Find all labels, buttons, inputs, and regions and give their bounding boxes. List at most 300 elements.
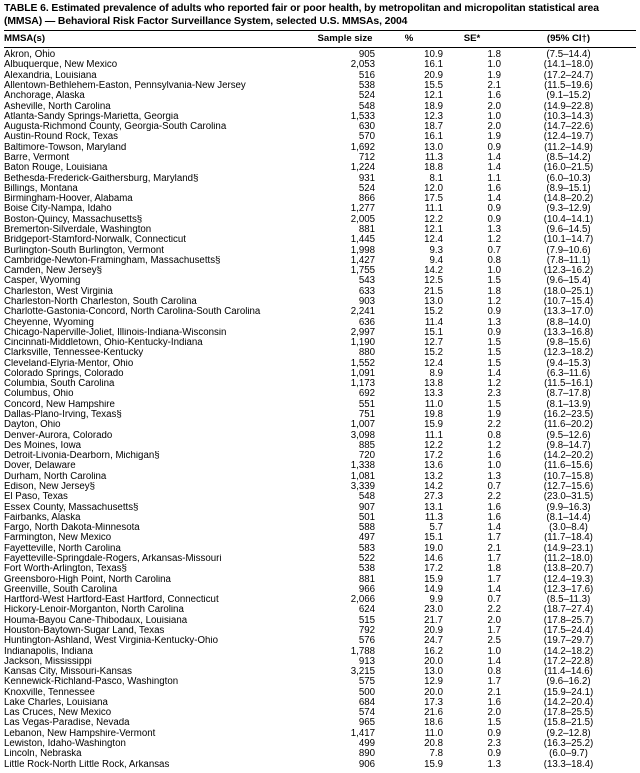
ci-cell: (8.7–17.8)	[546, 389, 591, 400]
col-header-se: SE*	[443, 31, 501, 48]
percent-cell: 21.5	[424, 286, 443, 297]
col-header-sample-size: Sample size	[315, 31, 375, 48]
percent-cell: 17.2	[424, 451, 443, 462]
table-row	[4, 91, 636, 101]
header-row	[4, 31, 636, 48]
percent-cell: 13.2	[424, 471, 443, 482]
se-cell: 0.8	[487, 255, 501, 266]
table-row	[4, 554, 636, 564]
table-row	[4, 246, 636, 256]
table-row	[4, 513, 636, 523]
ci-cell: (13.3–18.4)	[543, 759, 594, 770]
se-cell: 2.2	[487, 605, 501, 616]
mmsa-name-cell: Charleston, West Virginia	[4, 286, 113, 297]
sample-size-cell: 1,417	[350, 728, 375, 739]
table-row	[4, 760, 636, 770]
se-cell: 0.8	[487, 667, 501, 678]
table-row	[4, 718, 636, 728]
sample-size-cell: 931	[358, 173, 375, 184]
table-row	[4, 204, 636, 214]
mmsa-name-cell: Billings, Montana	[4, 183, 78, 194]
ci-cell: (16.0–21.5)	[543, 163, 594, 174]
se-cell: 1.7	[487, 625, 501, 636]
ci-cell: (18.0–25.1)	[543, 286, 594, 297]
sample-size-cell: 881	[358, 224, 375, 235]
mmsa-name-cell: Alexandria, Louisiana	[4, 70, 97, 81]
se-cell: 1.6	[487, 91, 501, 102]
percent-cell: 15.2	[424, 307, 443, 318]
table-row	[4, 647, 636, 657]
mmsa-name-cell: Fayetteville-Springdale-Rogers, Arkansas-Missouri	[4, 553, 222, 564]
se-cell: 1.2	[487, 235, 501, 246]
ci-cell: (8.1–13.9)	[546, 399, 591, 410]
percent-cell: 12.3	[424, 111, 443, 122]
mmsa-name-cell: Las Cruces, New Mexico	[4, 708, 112, 719]
percent-cell: 11.4	[424, 317, 443, 328]
percent-cell: 15.1	[424, 533, 443, 544]
percent-cell: 12.1	[424, 224, 443, 235]
sample-size-cell: 548	[358, 492, 375, 503]
ci-cell: (12.3–18.2)	[543, 348, 594, 359]
se-cell: 0.8	[487, 430, 501, 441]
sample-size-cell: 751	[358, 410, 375, 421]
se-cell: 1.2	[487, 440, 501, 451]
percent-cell: 16.1	[424, 60, 443, 71]
ci-cell: (11.6–15.6)	[544, 461, 593, 472]
table-row	[4, 122, 636, 132]
table-row	[4, 677, 636, 687]
se-cell: 1.4	[487, 523, 501, 534]
mmsa-name-cell: Columbia, South Carolina	[4, 379, 115, 390]
sample-size-cell: 1,533	[350, 111, 375, 122]
ci-cell: (13.3–16.8)	[543, 327, 594, 338]
percent-cell: 19.8	[424, 410, 443, 421]
table-row	[4, 81, 636, 91]
se-cell: 1.4	[487, 584, 501, 595]
sample-size-cell: 880	[358, 348, 375, 359]
table-row	[4, 112, 636, 122]
table-row	[4, 492, 636, 502]
se-cell: 1.1	[487, 173, 501, 184]
ci-cell: (9.1–15.2)	[546, 91, 591, 102]
ci-cell: (11.7–18.4)	[544, 533, 593, 544]
mmsa-name-cell: Albuquerque, New Mexico	[4, 60, 118, 71]
table-row	[4, 389, 636, 399]
sample-size-cell: 500	[358, 687, 375, 698]
ci-cell: (10.3–14.3)	[543, 111, 594, 122]
table-row	[4, 266, 636, 276]
percent-cell: 13.0	[424, 296, 443, 307]
sample-size-cell: 965	[358, 718, 375, 729]
se-cell: 2.0	[487, 101, 501, 112]
ci-cell: (12.3–16.2)	[543, 266, 594, 277]
se-cell: 1.4	[487, 368, 501, 379]
sample-size-cell: 524	[358, 91, 375, 102]
percent-cell: 20.0	[424, 687, 443, 698]
ci-cell: (6.0–10.3)	[546, 173, 591, 184]
table-row	[4, 688, 636, 698]
sample-size-cell: 1,007	[350, 420, 375, 431]
ci-cell: (11.5–16.1)	[544, 379, 593, 390]
se-cell: 1.4	[487, 163, 501, 174]
percent-cell: 13.6	[424, 461, 443, 472]
mmsa-name-cell: Baton Rouge, Louisiana	[4, 163, 108, 174]
percent-cell: 14.6	[424, 553, 443, 564]
table-title: TABLE 6. Estimated prevalence of adults who reported fair or poor health, by metropolitan and micropolitan statistical area (MMSA) — Behavioral Risk Factor Surveillance System, selected U.S. MMSAs, 2004	[4, 3, 599, 27]
table-row	[4, 605, 636, 615]
se-cell: 1.8	[487, 564, 501, 575]
se-cell: 2.3	[487, 739, 501, 750]
mmsa-name-cell: Cambridge-Newton-Framingham, Massachusetts§	[4, 255, 221, 266]
se-cell: 2.0	[487, 615, 501, 626]
ci-cell: (8.8–14.0)	[546, 317, 591, 328]
percent-cell: 14.9	[424, 584, 443, 595]
percent-cell: 17.2	[424, 564, 443, 575]
ci-cell: (13.3–17.0)	[543, 307, 594, 318]
ci-cell: (8.9–15.1)	[546, 183, 591, 194]
percent-cell: 12.5	[424, 276, 443, 287]
se-cell: 1.2	[487, 296, 501, 307]
table-row	[4, 184, 636, 194]
se-cell: 2.2	[487, 420, 501, 431]
se-cell: 1.6	[487, 697, 501, 708]
ci-cell: (10.4–14.1)	[543, 214, 594, 225]
ci-cell: (16.2–23.5)	[543, 410, 594, 421]
table-row	[4, 441, 636, 451]
percent-cell: 15.2	[424, 348, 443, 359]
table-body	[4, 48, 636, 770]
ci-cell: (11.6–20.2)	[544, 420, 593, 431]
table-row	[4, 359, 636, 369]
mmsa-name-cell: Colorado Springs, Colorado	[4, 368, 124, 379]
ci-cell: (9.6–14.5)	[546, 224, 591, 235]
sample-size-cell: 1,277	[350, 204, 375, 215]
se-cell: 1.8	[487, 286, 501, 297]
mmsa-name-cell: Cleveland-Elyria-Mentor, Ohio	[4, 358, 134, 369]
percent-cell: 21.6	[424, 708, 443, 719]
percent-cell: 16.1	[424, 132, 443, 143]
mmsa-name-cell: Durham, North Carolina	[4, 471, 107, 482]
percent-cell: 19.0	[424, 543, 443, 554]
table-row	[4, 482, 636, 492]
sample-size-cell: 966	[358, 584, 375, 595]
ci-cell: (16.3–25.2)	[543, 739, 594, 750]
se-cell: 0.7	[487, 595, 501, 606]
ci-cell: (11.4–14.6)	[544, 667, 593, 678]
percent-cell: 14.2	[424, 266, 443, 277]
sample-size-cell: 524	[358, 183, 375, 194]
table-row	[4, 533, 636, 543]
percent-cell: 27.3	[424, 492, 443, 503]
se-cell: 1.4	[487, 153, 501, 163]
percent-cell: 13.0	[424, 667, 443, 678]
ci-cell: (12.4–19.7)	[543, 132, 594, 143]
ci-cell: (12.3–17.6)	[543, 584, 594, 595]
mmsa-name-cell: Anchorage, Alaska	[4, 91, 85, 102]
sample-size-cell: 1,081	[350, 471, 375, 482]
table-row	[4, 708, 636, 718]
table-row	[4, 729, 636, 739]
sample-size-cell: 907	[358, 502, 375, 513]
table-header	[4, 31, 636, 48]
sample-size-cell: 1,788	[350, 646, 375, 657]
percent-cell: 15.9	[424, 759, 443, 770]
percent-cell: 15.5	[424, 81, 443, 92]
se-cell: 1.5	[487, 718, 501, 729]
table-row	[4, 636, 636, 646]
sample-size-cell: 570	[358, 132, 375, 143]
table-row	[4, 585, 636, 595]
col-header-percent: %	[375, 31, 443, 48]
se-cell: 0.9	[487, 142, 501, 153]
col-header-mmsa: MMSA(s)	[4, 31, 315, 48]
percent-cell: 13.3	[424, 389, 443, 400]
table-row	[4, 451, 636, 461]
table-row	[4, 163, 636, 173]
percent-cell: 7.8	[429, 749, 443, 760]
ci-cell: (9.3–12.9)	[546, 204, 591, 215]
ci-cell: (7.5–14.4)	[546, 49, 591, 61]
mmsa-name-cell: Hickory-Lenoir-Morganton, North Carolina	[4, 605, 184, 616]
mmsa-name-cell: Las Vegas-Paradise, Nevada	[4, 718, 130, 729]
mmsa-name-cell: Knoxville, Tennessee	[4, 687, 95, 698]
ci-cell: (7.8–11.1)	[546, 255, 591, 266]
table-row	[4, 400, 636, 410]
ci-cell: (17.8–25.7)	[543, 615, 594, 626]
se-cell: 1.6	[487, 451, 501, 462]
mmsa-name-cell: Allentown-Bethlehem-Easton, Pennsylvania-New Jersey	[4, 81, 246, 92]
ci-cell: (3.0–8.4)	[549, 523, 588, 534]
se-cell: 1.3	[487, 317, 501, 328]
sample-size-cell: 2,053	[350, 60, 375, 71]
se-cell: 0.9	[487, 214, 501, 225]
mmsa-name-cell: Fargo, North Dakota-Minnesota	[4, 523, 140, 534]
percent-cell: 12.4	[424, 235, 443, 246]
mmsa-name-cell: Lewiston, Idaho-Washington	[4, 739, 126, 750]
table-row	[4, 256, 636, 266]
mmsa-name-cell: El Paso, Texas	[4, 492, 68, 503]
ci-cell: (11.2–18.0)	[544, 553, 593, 564]
sample-size-cell: 1,427	[350, 255, 375, 266]
se-cell: 1.2	[487, 379, 501, 390]
mmsa-name-cell: Austin-Round Rock, Texas	[4, 132, 118, 143]
se-cell: 1.7	[487, 533, 501, 544]
mmsa-name-cell: Jackson, Mississippi	[4, 656, 92, 667]
table-row	[4, 369, 636, 379]
se-cell: 1.4	[487, 656, 501, 667]
se-cell: 1.6	[487, 512, 501, 523]
percent-cell: 14.2	[424, 482, 443, 492]
mmsa-name-cell: Little Rock-North Little Rock, Arkansas	[4, 759, 170, 770]
mmsa-name-cell: Boise City-Nampa, Idaho	[4, 204, 112, 215]
percent-cell: 24.7	[424, 636, 443, 647]
percent-cell: 20.0	[424, 656, 443, 667]
mmsa-name-cell: Charleston-North Charleston, South Carolina	[4, 296, 197, 307]
table-row	[4, 410, 636, 420]
mmsa-name-cell: Burlington-South Burlington, Vermont	[4, 245, 164, 256]
mmsa-name-cell: Casper, Wyoming	[4, 276, 81, 287]
percent-cell: 20.8	[424, 739, 443, 750]
percent-cell: 17.5	[424, 194, 443, 205]
sample-size-cell: 692	[358, 389, 375, 400]
se-cell: 1.9	[487, 132, 501, 143]
sample-size-cell: 1,091	[350, 368, 375, 379]
percent-cell: 11.3	[424, 512, 443, 523]
sample-size-cell: 2,241	[350, 307, 375, 318]
table-row	[4, 215, 636, 225]
percent-cell: 13.8	[424, 379, 443, 390]
se-cell: 2.2	[487, 492, 501, 503]
table-row	[4, 749, 636, 759]
mmsa-name-cell: Lake Charles, Louisiana	[4, 697, 108, 708]
sample-size-cell: 516	[358, 70, 375, 81]
mmsa-name-cell: Augusta-Richmond County, Georgia-South Carolina	[4, 122, 227, 133]
table-row	[4, 564, 636, 574]
mmsa-name-cell: Columbus, Ohio	[4, 389, 74, 400]
se-cell: 2.0	[487, 708, 501, 719]
mmsa-name-cell: Dallas-Plano-Irving, Texas§	[4, 410, 122, 421]
se-cell: 1.3	[487, 471, 501, 482]
sample-size-cell: 538	[358, 564, 375, 575]
percent-cell: 18.8	[424, 163, 443, 174]
table-row	[4, 307, 636, 317]
ci-cell: (9.6–16.2)	[546, 677, 591, 688]
table-row	[4, 153, 636, 163]
mmsa-name-cell: Greenville, South Carolina	[4, 584, 118, 595]
se-cell: 1.5	[487, 348, 501, 359]
se-cell: 0.9	[487, 728, 501, 739]
table-row	[4, 626, 636, 636]
sample-size-cell: 501	[358, 512, 375, 523]
sample-size-cell: 1,445	[350, 235, 375, 246]
ci-cell: (19.7–29.7)	[543, 636, 594, 647]
sample-size-cell: 576	[358, 636, 375, 647]
mmsa-name-cell: Camden, New Jersey§	[4, 266, 102, 277]
sample-size-cell: 543	[358, 276, 375, 287]
sample-size-cell: 905	[358, 49, 375, 61]
ci-cell: (12.7–15.6)	[543, 482, 594, 492]
ci-cell: (18.7–27.4)	[543, 605, 594, 616]
ci-cell: (9.9–16.3)	[546, 502, 591, 513]
se-cell: 1.0	[487, 461, 501, 472]
table-row	[4, 328, 636, 338]
se-cell: 0.9	[487, 307, 501, 318]
percent-cell: 11.0	[424, 728, 443, 739]
mmsa-name-cell: Essex County, Massachusetts§	[4, 502, 139, 513]
mmsa-name-cell: Barre, Vermont	[4, 153, 70, 163]
percent-cell: 20.9	[424, 70, 443, 81]
table-row	[4, 698, 636, 708]
table-row	[4, 132, 636, 142]
table-row	[4, 739, 636, 749]
mmsa-name-cell: Fort Worth-Arlington, Texas§	[4, 564, 127, 575]
table-row	[4, 420, 636, 430]
percent-cell: 20.9	[424, 625, 443, 636]
se-cell: 1.6	[487, 183, 501, 194]
se-cell: 1.5	[487, 399, 501, 410]
ci-cell: (9.6–15.4)	[546, 276, 591, 287]
sample-size-cell: 583	[358, 543, 375, 554]
sample-size-cell: 906	[358, 759, 375, 770]
se-cell: 1.5	[487, 276, 501, 287]
ci-cell: (23.0–31.5)	[543, 492, 594, 503]
se-cell: 1.6	[487, 502, 501, 513]
sample-size-cell: 624	[358, 605, 375, 616]
sample-size-cell: 575	[358, 677, 375, 688]
mmsa-name-cell: Concord, New Hampshire	[4, 399, 115, 410]
sample-size-cell: 684	[358, 697, 375, 708]
sample-size-cell: 633	[358, 286, 375, 297]
table-row	[4, 503, 636, 513]
percent-cell: 11.1	[424, 204, 443, 215]
sample-size-cell: 712	[358, 153, 375, 163]
percent-cell: 5.7	[429, 523, 443, 534]
se-cell: 1.0	[487, 60, 501, 71]
table-row	[4, 544, 636, 554]
table-row	[4, 595, 636, 605]
se-cell: 0.9	[487, 327, 501, 338]
mmsa-name-cell: Indianapolis, Indiana	[4, 646, 93, 657]
ci-cell: (9.4–15.3)	[546, 358, 591, 369]
sample-size-cell: 551	[358, 399, 375, 410]
mmsa-name-cell: Denver-Aurora, Colorado	[4, 430, 113, 441]
se-cell: 1.4	[487, 194, 501, 205]
mmsa-name-cell: Kennewick-Richland-Pasco, Washington	[4, 677, 179, 688]
mmsa-name-cell: Atlanta-Sandy Springs-Marietta, Georgia	[4, 111, 179, 122]
mmsa-name-cell: Bridgeport-Stamford-Norwalk, Connecticut	[4, 235, 186, 246]
mmsa-name-cell: Hartford-West Hartford-East Hartford, Connecticut	[4, 595, 219, 606]
mmsa-name-cell: Kansas City, Missouri-Kansas	[4, 667, 132, 678]
percent-cell: 12.9	[424, 677, 443, 688]
se-cell: 2.1	[487, 81, 501, 92]
se-cell: 1.7	[487, 553, 501, 564]
sample-size-cell: 1,224	[350, 163, 375, 174]
se-cell: 1.5	[487, 338, 501, 349]
percent-cell: 12.2	[424, 440, 443, 451]
ci-cell: (17.2–24.7)	[543, 70, 594, 81]
percent-cell: 10.9	[424, 49, 443, 61]
se-cell: 1.9	[487, 410, 501, 421]
se-cell: 0.7	[487, 245, 501, 256]
sample-size-cell: 1,338	[350, 461, 375, 472]
sample-size-cell: 1,998	[350, 245, 375, 256]
mmsa-name-cell: Bremerton-Silverdale, Washington	[4, 224, 152, 235]
ci-cell: (14.9–22.8)	[543, 101, 594, 112]
mmsa-name-cell: Asheville, North Carolina	[4, 101, 111, 112]
table-row	[4, 174, 636, 184]
percent-cell: 23.0	[424, 605, 443, 616]
mmsa-name-cell: Charlotte-Gastonia-Concord, North Carolina-South Carolina	[4, 307, 261, 318]
table-row	[4, 297, 636, 307]
ci-cell: (7.9–10.6)	[546, 245, 591, 256]
sample-size-cell: 522	[358, 553, 375, 564]
sample-size-cell: 1,190	[350, 338, 375, 349]
mmsa-name-cell: Detroit-Livonia-Dearborn, Michigan§	[4, 451, 160, 462]
mmsa-name-cell: Fayetteville, North Carolina	[4, 543, 121, 554]
sample-size-cell: 538	[358, 81, 375, 92]
percent-cell: 18.9	[424, 101, 443, 112]
ci-cell: (14.2–20.4)	[543, 697, 594, 708]
ci-cell: (8.5–11.3)	[546, 595, 591, 606]
se-cell: 0.9	[487, 204, 501, 215]
ci-cell: (9.5–12.6)	[546, 430, 591, 441]
ci-cell: (13.8–20.7)	[543, 564, 594, 575]
ci-cell: (12.4–19.3)	[543, 574, 594, 585]
mmsa-name-cell: Cincinnati-Middletown, Ohio-Kentucky-Indiana	[4, 338, 203, 349]
table-row	[4, 338, 636, 348]
sample-size-cell: 913	[358, 656, 375, 667]
table-row	[4, 48, 636, 61]
